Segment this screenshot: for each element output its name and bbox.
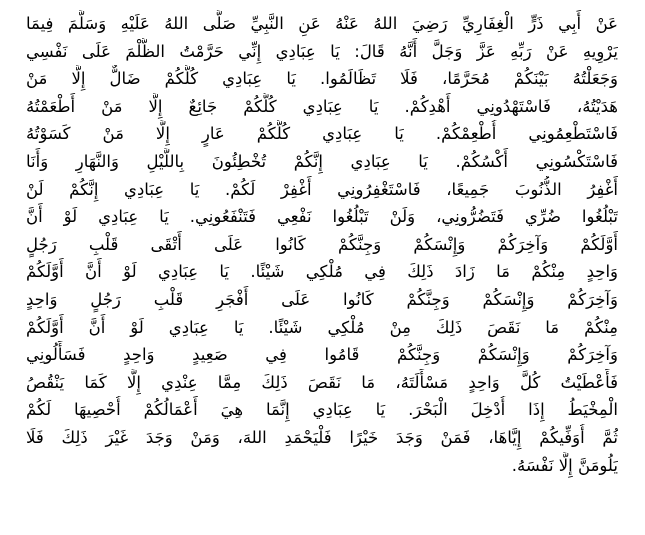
text-line: تَبْلُغُوا ضُرِّي فَتَضُرُّونِي، وَلَنْ تَبْلُغُوا نَفْعِي فَتَنْفَعُونِي. يَا عِبَادِي لَوْ أَنَّ [26, 207, 618, 227]
text-line: وَجَعَلْتُهُ بَيْنَكُمْ مُحَرَّمًا، فَلَا تَظَالَمُوا. يَا عِبَادِي كُلُّكُمْ ضَالٌّ إِلَّا مَنْ [26, 69, 618, 89]
text-line: فَاسْتَطْعِمُونِي أُطْعِمْكُمْ. يَا عِبَادِي كُلُّكُمْ عَارٍ إِلَّا مَنْ كَسَوْتُهُ [26, 124, 618, 144]
text-line: أَوَّلَكُمْ وَآخِرَكُمْ وَإِنْسَكُمْ وَجِنَّكُمْ كَانُوا عَلَى أَتْقَى قَلْبِ رَجُلٍ [26, 234, 618, 254]
text-line: فَاسْتَكْسُونِي أَكْسُكُمْ. يَا عِبَادِي إِنَّكُمْ تُخْطِئُونَ بِاللَّيْلِ وَالنَّهَارِ وَأَنَا [26, 151, 618, 171]
text-line: يَلُومَنَّ إِلَّا نَفْسَهُ. [511, 455, 618, 475]
text-line: وَآخِرَكُمْ وَإِنْسَكُمْ وَجِنَّكُمْ قَامُوا فِي صَعِيدٍ وَاحِدٍ فَسَأَلُونِي [26, 345, 618, 365]
hadith-text [26, 10, 618, 479]
text-line: وَاحِدٍ مِنْكُمْ مَا زَادَ ذَلِكَ فِي مُلْكِي شَيْئًا. يَا عِبَادِي لَوْ أَنَّ أَوَّلَكُمْ [26, 262, 618, 282]
text-line: أَغْفِرُ الذُّنُوبَ جَمِيعًا، فَاسْتَغْفِرُونِي أَغْفِرْ لَكُمْ. يَا عِبَادِي إِنَّكُمْ لَنْ [26, 179, 618, 199]
text-line: هَدَيْتُهُ، فَاسْتَهْدُونِي أَهْدِكُمْ. يَا عِبَادِي كُلُّكُمْ جَائِعٌ إِلَّا مَنْ أَطْعَمْتُهُ [26, 96, 618, 116]
text-line: يَرْوِيهِ عَنْ رَبِّهِ عَزَّ وَجَلَّ أَنَّهُ قَالَ: يَا عِبَادِي إِنِّي حَرَّمْتُ الظُّلْمَ عَلَى نَفْسِي [26, 41, 618, 61]
text-line: عَنْ أَبِي ذَرٍّ الْغِفَارِيِّ رَضِيَ اللهُ عَنْهُ عَنِ النَّبِيِّ صَلَّى اللهُ عَلَيْهِ وَسَلَّمَ فِيمَا [26, 14, 618, 33]
text-line: فَأَعْطَيْتُ كُلَّ وَاحِدٍ مَسْأَلَتَهُ، مَا نَقَصَ ذَلِكَ مِمَّا عِنْدِي إِلَّا كَمَا يَنْقُصُ [26, 372, 618, 392]
text-line: مِنْكُمْ مَا نَقَصَ ذَلِكَ مِنْ مُلْكِي شَيْئًا. يَا عِبَادِي لَوْ أَنَّ أَوَّلَكُمْ [26, 317, 618, 337]
text-line: ثُمَّ أُوَفِّيكُمْ إِيَّاهَا، فَمَنْ وَجَدَ خَيْرًا فَلْيَحْمَدِ اللهَ، وَمَنْ وَجَدَ غَيْرَ ذَلِكَ فَلَا [26, 427, 618, 447]
text-line: وَآخِرَكُمْ وَإِنْسَكُمْ وَجِنَّكُمْ كَانُوا عَلَى أَفْجَرِ قَلْبِ رَجُلٍ وَاحِدٍ [26, 289, 618, 309]
text-line: الْمِخْيَطُ إِذَا أُدْخِلَ الْبَحْرَ. يَا عِبَادِي إِنَّمَا هِيَ أَعْمَالُكُمْ أُحْصِيهَا لَكُمْ [26, 400, 618, 420]
